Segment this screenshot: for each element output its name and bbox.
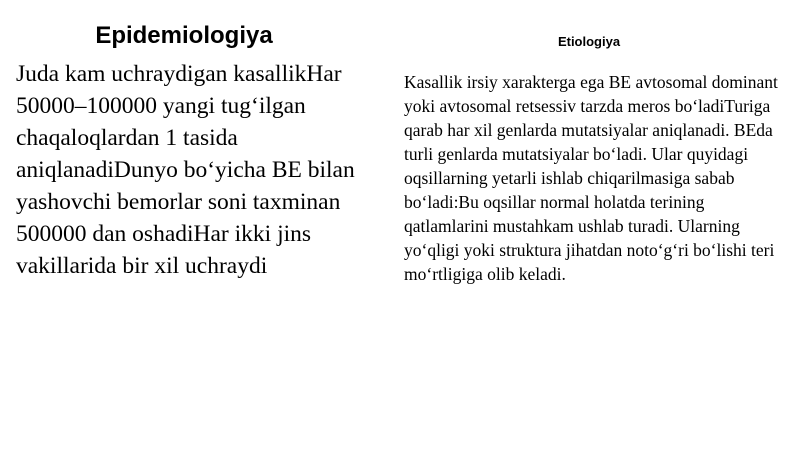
etiology-title: Etiologiya <box>557 34 621 49</box>
epidemiology-body: Juda kam uchraydigan kasallikHar 50000–100000 yangi tug‘ilgan chaqaloqlardan 1 tasida aniqlanadiDunyo bo‘yicha BE bilan yashovchi bemorlar soni taxminan 500000 dan oshadiHar ikki jins vakillarida bir xil uchraydi <box>16 61 355 279</box>
etiology-body: Kasallik irsiy xarakterga ega BE avtosomal dominant yoki avtosomal retsessiv tarzda meros bo‘ladiTuriga qarab har xil genlarda mutatsiyalar aniqlanadi. BEda turli genlarda mutatsiyalar bo‘ladi. Ular quyidagi oqsillarning yetarli ishlab chiqarilmasiga sabab bo‘ladi:Bu oqsillar normal holatda terining qatlamlarini mustahkam ushlab turadi. Ularning yo‘qligi yoki struktura jihatdan noto‘g‘ri bo‘lishi teri mo‘rtligiga olib keladi. <box>404 72 778 284</box>
epidemiology-title: Epidemiologiya <box>95 22 273 49</box>
